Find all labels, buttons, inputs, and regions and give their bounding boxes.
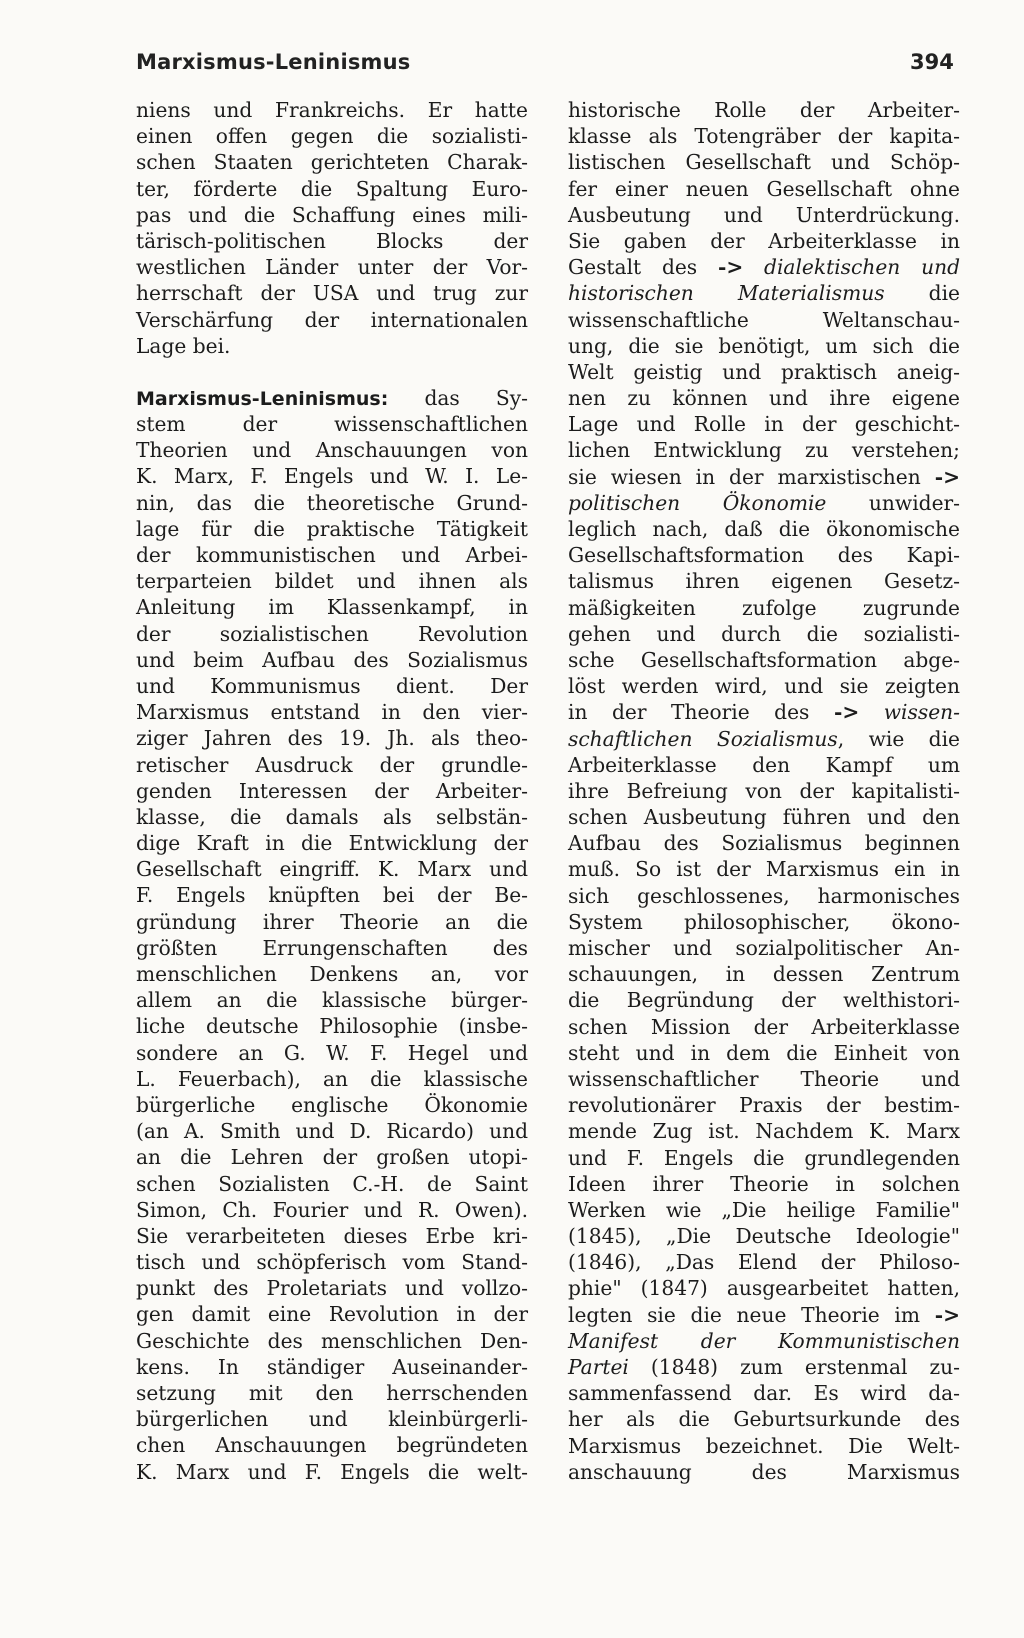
cross-reference-link[interactable]: dialektischen und [743,255,961,280]
text-line: der kommunistischen und Arbei- [136,543,528,567]
text-line: Welt geistig und praktisch aneig- [568,359,960,384]
text-line: genden Interessen der Arbeiter- [136,778,528,803]
text-line: L. Feuerbach), an die klassische [136,1066,528,1091]
text-span: (1848) zum erstenmal zu- [628,1355,960,1379]
text-line: ung, die sie benötigt, um sich die [568,333,960,358]
text-line: punkt des Proletariats und vollzo- [136,1276,528,1301]
text-line: Geschichte des menschlichen Den- [136,1328,528,1353]
text-line: menschlichen Denkens an, vor [136,962,528,986]
text-line: Gesellschaft eingriff. K. Marx und [136,857,528,882]
text-line: schen Ausbeutung führen und den [568,805,960,830]
text-line: nin, das die theoretische Grund- [136,490,528,515]
text-line: Lage bei. [136,333,231,358]
text-line: gründung ihrer Theorie an die [136,909,528,934]
text-line: Marxismus entstand in den vier- [136,700,528,725]
text-line: setzung mit den herrschenden [136,1381,528,1405]
text-line: herrschaft der USA und trug zur [136,281,528,306]
text-line: der sozialistischen Revolution [136,621,528,646]
entry-heading-line [136,385,528,411]
text-line: System philosophischer, ökono- [568,909,960,934]
text-line: Sie verarbeiteten dieses Erbe kri- [136,1223,528,1248]
text-span: , wie die [837,726,961,751]
text-line: stem der wissenschaftlichen [136,412,528,437]
text-line: nen zu können und ihre eigene [568,386,960,411]
text-line: Werken wie „Die heilige Familie" [568,1197,960,1222]
page-number: 394 [910,50,954,74]
text-line [568,254,960,280]
text-line: schen Staaten gerichteten Charak- [136,150,528,175]
text-span: Gestalt des [568,255,718,280]
text-line: Aufbau des Sozialismus beginnen [568,831,960,856]
text-line: tisch und schöpferisch vom Stand- [136,1250,528,1275]
text-line: mischer und sozialpolitischer An- [568,936,960,960]
text-line: her als die Geburtsurkunde des [568,1407,960,1432]
text-line: klasse, die damals als selbstän- [136,804,528,829]
text-line: wissenschaftlicher Theorie und [568,1066,960,1091]
text-line: dige Kraft in die Entwicklung der [136,831,528,856]
text-line: talismus ihren eigenen Gesetz- [568,569,960,594]
text-span: die [884,281,960,306]
text-line: retischer Ausdruck der grundle- [136,752,528,777]
text-line: Ideen ihrer Theorie in solchen [568,1171,960,1196]
text-line: revolutionärer Praxis der bestim- [568,1093,960,1118]
text-line: löst werden wird, und sie zeigten [568,674,960,699]
text-line: Lage und Rolle in der geschicht- [568,412,960,437]
cross-reference-link[interactable]: historischen Materialismus [568,281,885,306]
text-line: K. Marx und F. Engels die welt- [136,1459,528,1484]
cross-reference-link[interactable]: Manifest der Kommunistischen [568,1328,960,1353]
cross-reference-arrow-icon: -> [833,700,860,725]
text-line: lichen Entwicklung zu verstehen; [568,438,960,463]
text-line [568,699,960,725]
paragraph-gap [136,359,528,385]
text-line: und Kommunismus dient. Der [136,673,528,698]
text-line: an die Lehren der großen utopi- [136,1145,528,1170]
text-line: liche deutsche Philosophie (insbe- [136,1014,528,1039]
entry-text: das Sy- [388,385,528,410]
text-line: allem an die klassische bürger- [136,988,528,1013]
text-line: wissenschaftliche Weltanschau- [568,307,960,332]
left-column [136,97,528,1485]
text-line: Arbeiterklasse den Kampf um [568,752,960,777]
paragraph-continuation [136,97,528,359]
text-line: fer einer neuen Gesellschaft ohne [568,176,960,201]
text-line: lage für die praktische Tätigkeit [136,516,528,541]
text-span: in der Theorie des [568,700,834,725]
text-line [568,726,960,752]
cross-reference-link[interactable]: wissen- [859,700,960,725]
text-line: K. Marx, F. Engels und W. I. Le- [136,464,528,489]
text-line: leglich nach, daß die ökonomische [568,517,960,541]
text-line [568,280,960,306]
right-column [568,97,960,1485]
text-line: Verschärfung der internationalen [136,307,528,332]
text-line: (1846), „Das Elend der Philoso- [568,1250,960,1275]
text-line: und F. Engels die grundlegenden [568,1145,960,1170]
text-line: (1845), „Die Deutsche Ideologie" [568,1224,960,1249]
text-line: Anleitung im Klassenkampf, in [136,595,528,620]
text-line: historische Rolle der Arbeiter- [568,98,960,122]
text-line: ziger Jahren des 19. Jh. als theo- [136,726,528,751]
text-line: klasse als Totengräber der kapita- [568,124,960,149]
text-line: schauungen, in dessen Zentrum [568,962,960,987]
cross-reference-link[interactable]: Partei [568,1355,629,1379]
text-line [568,1354,960,1380]
text-line [568,464,960,490]
text-line: sondere an G. W. F. Hegel und [136,1040,528,1065]
text-line: Theorien und Anschauungen von [136,438,528,463]
text-line: ter, förderte die Spaltung Euro- [136,176,528,201]
text-line: steht und in dem die Einheit von [568,1040,960,1065]
text-line [568,1328,960,1354]
text-line: niens und Frankreichs. Er hatte [136,98,528,122]
text-line: Simon, Ch. Fourier und R. Owen). [136,1197,528,1222]
cross-reference-link[interactable]: schaftlichen Sozialismus [568,726,838,751]
text-line: schen Mission der Arbeiterklasse [568,1014,960,1039]
text-line: tärisch-politischen Blocks der [136,228,528,253]
entry-term: Marxismus-Leninismus: [136,387,389,410]
text-line: die Begründung der welthistori- [568,988,960,1013]
text-line: schen Sozialisten C.-H. de Saint [136,1171,528,1196]
text-line: mende Zug ist. Nachdem K. Marx [568,1119,960,1144]
text-line: anschauung des Marxismus [568,1459,960,1484]
text-line: mäßigkeiten zufolge zugrunde [568,595,960,620]
cross-reference-arrow-icon: -> [934,464,960,489]
text-line: gehen und durch die sozialisti- [568,621,960,646]
text-line: ihre Befreiung von der kapitalisti- [568,778,960,803]
text-span: legten sie die neue Theorie im [568,1302,935,1327]
text-line: westlichen Länder unter der Vor- [136,255,528,280]
text-line [568,1302,960,1328]
text-line: bürgerlichen und kleinbürgerli- [136,1407,528,1432]
text-line [568,490,960,516]
text-line: phie" (1847) ausgearbeitet hatten, [568,1276,960,1301]
running-head-title: Marxismus-Leninismus [136,50,411,74]
text-line: F. Engels knüpften bei der Be- [136,883,528,908]
text-line: muß. So ist der Marxismus ein in [568,857,960,882]
text-line: kens. In ständiger Auseinander- [136,1354,528,1379]
text-line: sche Gesellschaftsformation abge- [568,647,960,672]
text-line: (an A. Smith und D. Ricardo) und [136,1119,528,1144]
text-line: sammenfassend dar. Es wird da- [568,1381,960,1406]
text-line: Sie gaben der Arbeiterklasse in [568,228,960,253]
cross-reference-arrow-icon: -> [717,255,744,280]
text-line: einen offen gegen die sozialisti- [136,124,528,149]
text-line: gen damit eine Revolution in der [136,1302,528,1327]
text-line: pas und die Schaffung eines mili- [136,202,528,227]
text-line: sich geschlossenes, harmonisches [568,883,960,908]
text-line: größten Errungenschaften des [136,935,528,960]
entry-body [136,411,528,1485]
text-line: listischen Gesellschaft und Schöp- [568,150,960,175]
text-line: Marxismus bezeichnet. Die Welt- [568,1433,960,1458]
text-span: sie wiesen in der marxistischen [568,464,935,489]
text-line: terparteien bildet und ihnen als [136,569,528,594]
text-line: chen Anschauungen begründeten [136,1433,528,1458]
cross-reference-link[interactable]: politischen Ökonomie [568,490,827,515]
text-line: und beim Aufbau des Sozialismus [136,647,528,672]
text-span: unwider- [826,490,961,515]
text-line: Gesellschaftsformation des Kapi- [568,543,960,568]
text-line: Ausbeutung und Unterdrückung. [568,202,960,227]
cross-reference-arrow-icon: -> [934,1302,960,1327]
text-line: bürgerliche englische Ökonomie [136,1092,528,1117]
